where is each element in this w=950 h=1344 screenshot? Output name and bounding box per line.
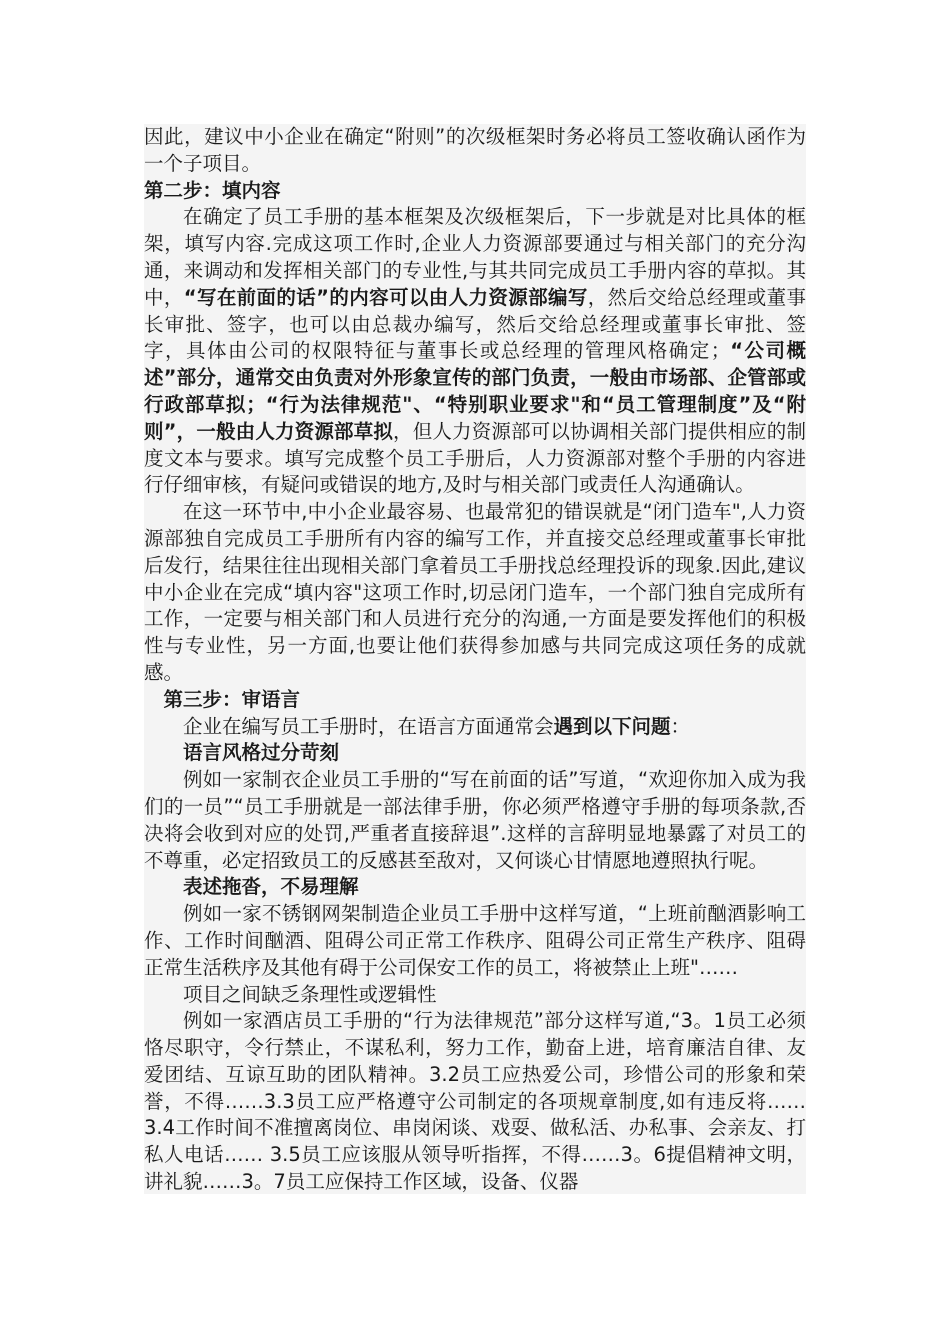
bold-run-sections: “公司概述”部分，通常交由负责对外形象宣传的部门负责，一般由市场部、企管部或行政部草拟；“行为法律规范"、“特别职业要求"和“员工管理制度”及“附则”，一般由人力资源部草拟 — [144, 339, 806, 443]
paragraph-logic-example: 例如一家酒店员工手册的“行为法律规范”部分这样写道,“3。1员工必须恪尽职守，令行禁止，不谋私利，努力工作，勤奋上进，培育廉洁自律、友爱团结、互谅互助的团队精神。3.2员工应热爱公司，珍惜公司的形象和荣誉，不得……3.3员工应严格遵守公司制定的各项规章制度,如有违反将……3.4工作时间不准擅离岗位、串岗闲谈、戏耍、做私活、办私事、会亲友、打私人电话…… 3.5员工应该服从领导听指挥，不得……3。6提倡精神文明，讲礼貌……3。7员工应保持工作区域，设备、仪器 — [144, 1009, 806, 1194]
bold-run-preface: “写在前面的话”的内容可以由人力资源部编写 — [183, 285, 588, 309]
paragraph-common-mistake: 在这一环节中,中小企业最容易、也最常犯的错误就是“闭门造车",人力资源部独自完成员工手册所有内容的编写工作，并直接交总经理或董事长审批后发行，结果往往出现相关部门拿着员工手册找总经理投诉的现象.因此,建议中小企业在完成“填内容"这项工作时,切忌闭门造车，一个部门独自完成所有工作，一定要与相关部门和人员进行充分的沟通,一方面是要发挥他们的积极性与专业性，另一方面,也要让他们获得参加感与共同完成这项任务的成就感。 — [144, 500, 806, 684]
text-run: 企业在编写员工手册时，在语言方面通常会 — [183, 714, 554, 738]
paragraph-verbose-example: 例如一家不锈钢网架制造企业员工手册中这样写道，“上班前酗酒影响工作、工作时间酗酒、阻碍公司正常工作秩序、阻碍公司正常生产秩序、阻碍正常生活秩序及其他有碍于公司保安工作的员工，将被禁止上班"…… — [144, 902, 806, 979]
paragraph-appendix-note: 因此，建议中小企业在确定“附则”的次级框架时务必将员工签收确认函作为一个子项目。 — [144, 125, 806, 175]
paragraph-language-intro — [144, 714, 806, 741]
bold-run-problems: 遇到以下问题 — [553, 714, 671, 738]
paragraph-harsh-example: 例如一家制衣企业员工手册的“写在前面的话”写道，“欢迎你加入成为我们的一员”“员工手册就是一部法律手册，你必须严格遵守手册的每项条款,否决将会收到对应的处罚,严重者直接辞退”.这样的言辞明显地暴露了对员工的不尊重，必定招致员工的反感甚至敌对，又何谈心甘情愿地遵照执行呢。 — [144, 768, 806, 872]
heading-step-three: 第三步：审语言 — [163, 687, 301, 711]
heading-step-two: 第二步：填内容 — [144, 178, 281, 202]
document-body — [144, 124, 806, 1194]
subheading-harsh-language: 语言风格过分苛刻 — [183, 741, 340, 765]
text-run: ，但人力资源部可以协调相关部门提供相应的制度文本与要求。填写完成整个员工手册后，人力资源部对整个手册的内容进行仔细审核，有疑问或错误的地方,及时与相关部门或责任人沟通确认。 — [144, 419, 806, 497]
text-run: ： — [670, 714, 691, 738]
text-run: 在确定了员工手册的基本框架及次级框架后，下一步就是对比具体的框架，填写内容.完成这项工作时,企业人力资源部要通过与相关部门的充分沟通，来调动和发挥相关部门的专业性,与其共同完成员工手册内容的草拟。其中， — [144, 205, 806, 309]
subheading-logic: 项目之间缺乏条理性或逻辑性 — [183, 982, 437, 1006]
text-run: ，然后交给总经理或董事长审批、签字，也可以由总裁办编写，然后交给总经理或董事长审批、签字，具体由公司的权限特征与董事长或总经理的管理风格确定； — [144, 285, 806, 363]
paragraph-fill-content — [144, 204, 806, 499]
subheading-verbose: 表述拖沓，不易理解 — [183, 875, 359, 899]
